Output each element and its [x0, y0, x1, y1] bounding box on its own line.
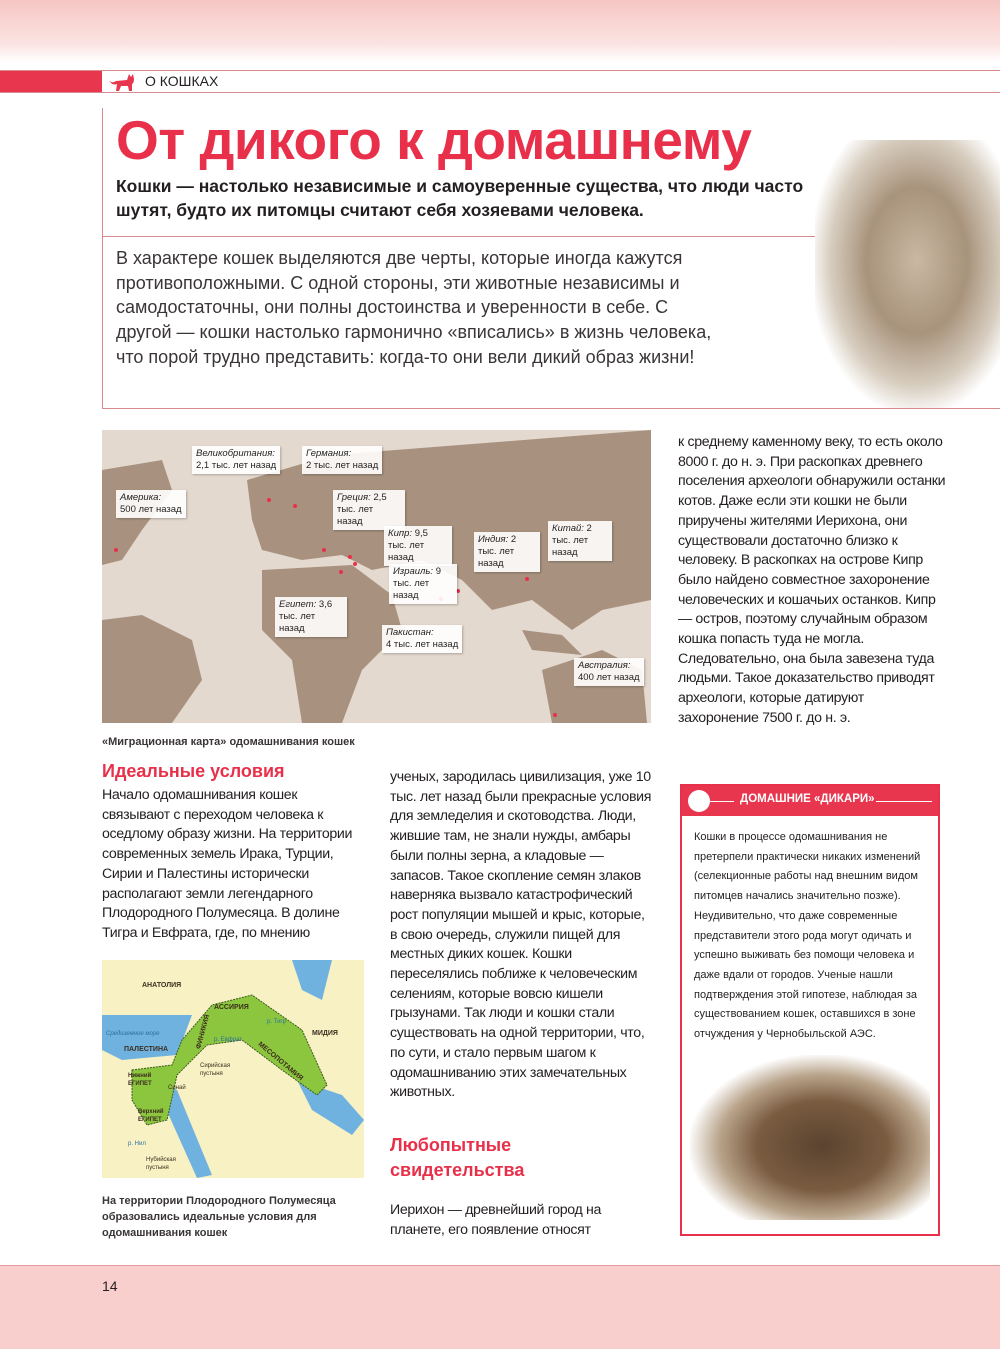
map-label-time: 2 тыс. лет назад: [306, 460, 379, 471]
map-label: [192, 446, 280, 474]
map-region-label: Нижний ЕГИПЕТ: [128, 1073, 152, 1087]
fertile-crescent-map: [102, 960, 364, 1178]
sidebar-header: [682, 786, 938, 816]
fertile-map-caption: На территории Плодородного Полумесяца образовались идеальные условия для одомашнивания кошек: [102, 1195, 336, 1239]
map-region-label: Сирийская пустыня: [200, 1063, 231, 1077]
map-label-place: Индия:: [478, 534, 509, 545]
body-text: к среднему каменному веку, то есть около 8000 г. до н. э. При раскопках древнего поселения археологи обнаружили останки котов. Даже если эти кошки не были приручены жителями Иерихона, они существовали достаточно близко к человеку. В раскопках на острове Кипр было найдено совместное захоронение человеческих и кошачьих останков. Кипр — остров, поэтому случайным образом кошка попасть туда не могла. Следовательно, она была завезена туда людьми. Такое доказательство приводят археологи, которые датируют захоронение 7500 г. до н. э.: [678, 434, 946, 726]
map-marker: [348, 555, 352, 559]
map-label-time: 2,5 тыс. лет назад: [337, 492, 387, 527]
map-region-label: АНАТОЛИЯ: [142, 982, 182, 989]
body-text: ученых, зародилась цивилизация, уже 10 тыс. лет назад были прекрасные условия для земледелия и скотоводства. Люди, жившие там, не знали нужды, амбары были полны зерна, а кладовые — запасов. Такое скопление семян злаков наверняка вызвало катастрофический рост популяции мышей и крыс, которые, в свою очередь, служили пищей для местных диких кошек. Кошки переселялись поближе к человеческим селениям, которые вовсю кишели грызунами. Так люди и кошки стали существовать на одной территории, что, по сути, и стало первым шагом к одомашниванию этих замечательных животных.: [390, 769, 652, 1101]
map-marker: [322, 548, 326, 552]
cat-photo: [690, 1055, 930, 1220]
map-label-time: 400 лет назад: [578, 672, 640, 683]
map-label: [333, 490, 405, 530]
map-marker: [114, 548, 118, 552]
divider: [710, 801, 734, 802]
map-label-place: Великобритания:: [196, 448, 275, 459]
sidebar-text: Кошки в процессе одомашнивания не претерпели практически никаких изменений (селекционные работы над внешним видом питомцев начались значительно позже). Неудивительно, что даже современные представители этого рода могут одичать и успешно выживать без помощи человека и даже вдали от городов. Ученые нашли подтверждения этой гипотезе, наблюдая за существованием кошек, оставшихся в зоне отчуждения у Чернобыльской АЭС.: [694, 831, 921, 1041]
map-label: [389, 564, 457, 604]
map-label-time: 2,1 тыс. лет назад: [196, 460, 277, 471]
cat-icon: [107, 72, 137, 92]
map-region-label: МИДИЯ: [312, 1030, 338, 1037]
divider: [102, 236, 832, 237]
footer-band: [0, 1265, 1000, 1349]
divider: [876, 801, 932, 802]
map-label-time: 9,5 тыс. лет назад: [388, 528, 428, 563]
map-region-label: АССИРИЯ: [214, 1004, 249, 1011]
map-label-place: Кипр:: [388, 528, 413, 539]
map-river-label: р. Нил: [128, 1141, 146, 1147]
map-label: [382, 625, 462, 653]
map-label: [474, 532, 540, 572]
map-marker: [339, 570, 343, 574]
map-label-time: 9 тыс. лет назад: [393, 566, 441, 601]
map-region-label: ФИНИКИЯ: [195, 1013, 212, 1050]
top-band: [0, 0, 1000, 62]
divider: [102, 108, 103, 408]
map-label: [116, 490, 186, 518]
sidebar-title: ДОМАШНИЕ «ДИКАРИ»: [740, 793, 875, 805]
map-region-label: Синай: [168, 1085, 186, 1091]
map-marker: [525, 577, 529, 581]
map-label-time: 2 тыс. лет назад: [552, 523, 592, 558]
map-label-place: Китай:: [552, 523, 584, 534]
map-river-label: р. Евфрат: [214, 1037, 243, 1043]
section-header: [0, 70, 1000, 93]
map-label: [302, 446, 382, 474]
map-region-label: ПАЛЕСТИНА: [124, 1046, 169, 1053]
page-number: 14: [102, 1278, 118, 1294]
map-marker: [553, 713, 557, 717]
page-title: От дикого к домашнему: [116, 109, 752, 171]
section-heading: Любопытные свидетельства: [390, 1135, 525, 1180]
map-sea-label: Средиземное море: [106, 1031, 160, 1037]
body-text: Начало одомашнивания кошек связывают с переходом человека к оседлому образу жизни. На территории современных земель Ирака, Турции, Сирии и Палестины исторически располагают земли легендарного Плодородного Полумесяца. В долине Тигра и Евфрата, где, по мнению: [102, 787, 353, 941]
map-river-label: р. Тигр: [267, 1019, 286, 1025]
header-accent-bar: [0, 71, 102, 92]
map-label: [384, 526, 452, 566]
map-region-label: МЕСОПОТАМИЯ: [256, 1040, 305, 1083]
map-marker: [353, 562, 357, 566]
map-label-place: Пакистан:: [386, 627, 434, 638]
map-region-label: Верхний ЕГИПЕТ: [138, 1109, 164, 1123]
map-label-place: Америка:: [120, 492, 162, 503]
map-label-place: Египет:: [279, 599, 317, 610]
map-marker: [293, 504, 297, 508]
map-region-label: Нубийская пустыня: [146, 1157, 176, 1171]
body-text: Иерихон — древнейший город на планете, его появление относят: [390, 1202, 602, 1238]
divider: [102, 408, 1000, 409]
section-heading: Идеальные условия: [102, 761, 285, 781]
cat-icon: [688, 790, 710, 812]
map-caption: «Миграционная карта» одомашнивания кошек: [102, 736, 355, 748]
map-label: [275, 597, 347, 637]
map-label-time: 3,6 тыс. лет назад: [279, 599, 333, 634]
section-label: О КОШКАХ: [145, 73, 219, 89]
map-label-time: 500 лет назад: [120, 504, 182, 515]
map-label: [574, 658, 644, 686]
lynx-photo: [815, 140, 1000, 408]
intro-paragraph: В характере кошек выделяются две черты, которые иногда кажутся противоположными. С одной стороны, эти животные независимы и самодостаточны, они полны достоинства и уверенности в себе. С другой — кошки настолько гармонично «вписались» в жизнь человека, что порой трудно представить: когда-то они вели дикий образ жизни!: [116, 248, 712, 367]
subtitle: Кошки — настолько независимые и самоуверенные существа, что люди часто шутят, будто их питомцы считают себя хозяевами человека.: [116, 176, 804, 220]
migration-map: [102, 430, 651, 723]
map-marker: [267, 498, 271, 502]
map-label-time: 2 тыс. лет назад: [478, 534, 517, 569]
map-label-place: Греция:: [337, 492, 371, 503]
map-label-place: Израиль:: [393, 566, 434, 577]
map-label-place: Германия:: [306, 448, 352, 459]
map-label-place: Австралия:: [578, 660, 631, 671]
map-label: [548, 521, 612, 561]
map-label-time: 4 тыс. лет назад: [386, 639, 459, 650]
